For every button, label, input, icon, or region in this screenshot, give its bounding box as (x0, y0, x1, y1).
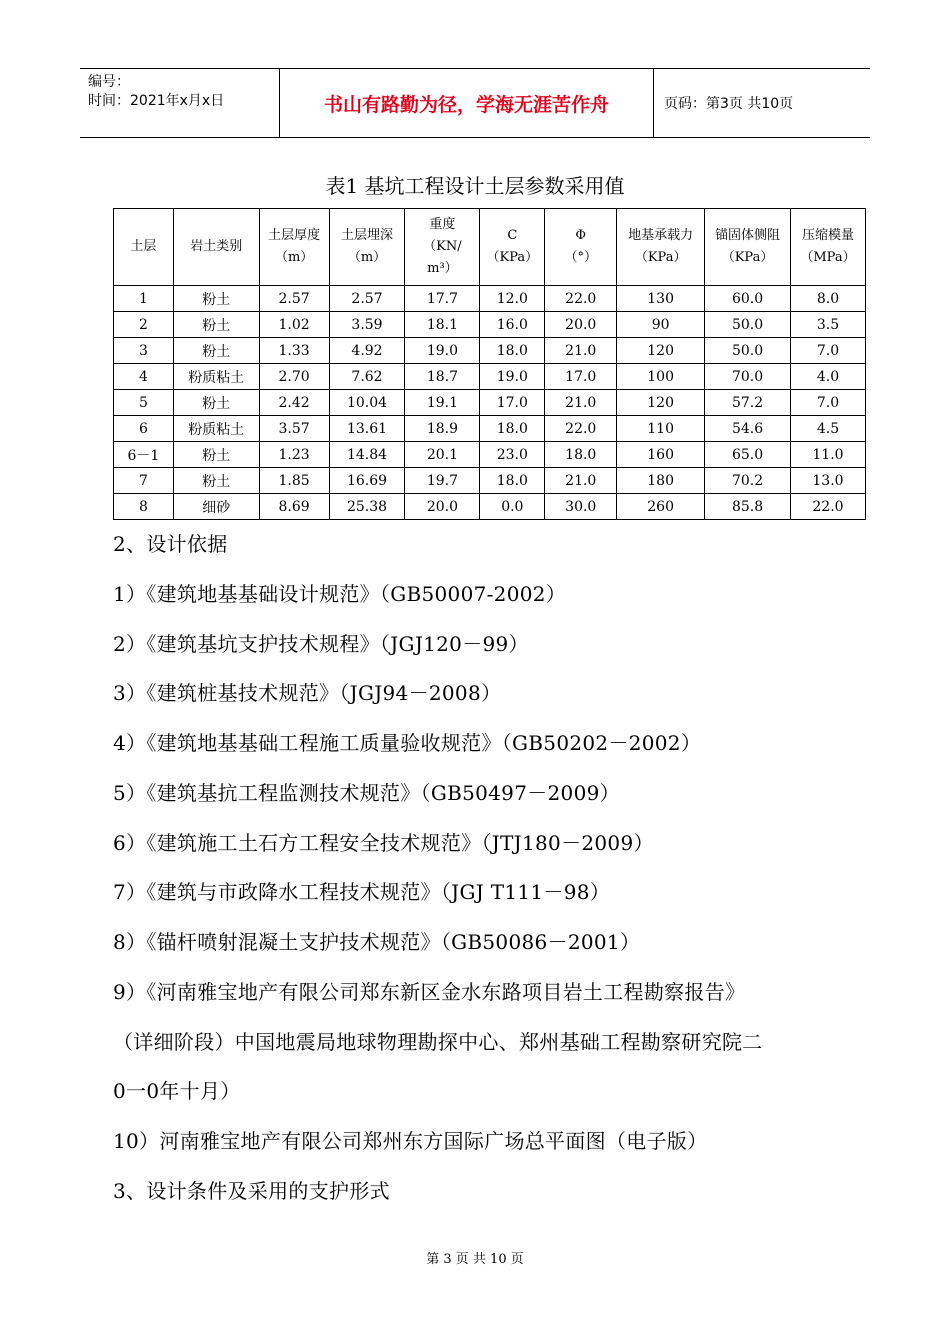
time-label: 时间：2021年x月x日 (88, 93, 225, 109)
table-cell: 7.0 (790, 390, 865, 416)
table-cell: 18.7 (405, 364, 480, 390)
table-cell: 85.8 (705, 494, 791, 520)
table-cell: 25.38 (329, 494, 405, 520)
column-header (705, 209, 791, 286)
table-cell: 17.0 (545, 364, 617, 390)
section-3-heading: 3、设计条件及采用的支护形式 (113, 1179, 390, 1203)
table-cell: 2.57 (329, 286, 405, 312)
table-row (114, 442, 866, 468)
reference-8: 8）《锚杆喷射混凝土支护技术规范》（GB50086－2001） (113, 930, 641, 954)
table-cell: 19.7 (405, 468, 480, 494)
reference-9-cont-1: （详细阶段）中国地震局地球物理勘探中心、郑州基础工程勘察研究院二 (113, 1030, 763, 1054)
table-cell: 粉质粘土 (173, 416, 259, 442)
table-cell: 2.57 (259, 286, 329, 312)
table-row (114, 286, 866, 312)
table-cell: 70.2 (705, 468, 791, 494)
table-cell: 4.92 (329, 338, 405, 364)
table-cell: 粉土 (173, 390, 259, 416)
table-row (114, 338, 866, 364)
table-row (114, 390, 866, 416)
table-header-row (114, 209, 866, 286)
column-header (617, 209, 705, 286)
column-header-line: 地基承载力 (628, 228, 694, 243)
table-body (114, 286, 866, 520)
table-cell: 1 (114, 286, 174, 312)
table-cell: 19.1 (405, 390, 480, 416)
table-cell: 180 (617, 468, 705, 494)
number-label: 编号： (88, 74, 130, 90)
table-cell: 57.2 (705, 390, 791, 416)
reference-9-cont-2: 0一0年十月） (113, 1079, 241, 1103)
table-cell: 22.0 (790, 494, 865, 520)
table-cell: 3.5 (790, 312, 865, 338)
table-cell: 8.0 (790, 286, 865, 312)
column-header-line: 土层 (130, 239, 157, 254)
table-cell: 16.69 (329, 468, 405, 494)
table-cell: 5 (114, 390, 174, 416)
table-cell: 19.0 (480, 364, 545, 390)
section-2-heading: 2、设计依据 (113, 532, 228, 556)
table-cell: 粉质粘土 (173, 364, 259, 390)
table-cell: 3.57 (259, 416, 329, 442)
table-cell: 6－1 (114, 442, 174, 468)
table-cell: 粉土 (173, 468, 259, 494)
column-header-line: （°） (564, 250, 597, 265)
page-footer: 第 3 页 共 10 页 (426, 1252, 524, 1267)
column-header-line: 岩土类别 (190, 239, 243, 254)
column-header (790, 209, 865, 286)
reference-1: 1）《建筑地基基础设计规范》（GB50007-2002） (113, 582, 567, 606)
reference-6: 6）《建筑施工土石方工程安全技术规范》（JTJ180－2009） (113, 831, 654, 855)
table-cell: 21.0 (545, 338, 617, 364)
table-cell: 粉土 (173, 442, 259, 468)
table-cell: 120 (617, 338, 705, 364)
column-header-line: （m） (347, 250, 387, 265)
table-cell: 2 (114, 312, 174, 338)
table-cell: 1.23 (259, 442, 329, 468)
table-cell: 7.0 (790, 338, 865, 364)
column-header (329, 209, 405, 286)
table-cell: 2.42 (259, 390, 329, 416)
table-cell: 8.69 (259, 494, 329, 520)
column-header (480, 209, 545, 286)
table-cell: 17.7 (405, 286, 480, 312)
table-cell: 20.0 (405, 494, 480, 520)
page-header (80, 68, 870, 138)
column-header-line: （MPa） (800, 250, 856, 265)
header-page-info: 页码：第3页 共10页 (664, 96, 794, 112)
table-cell: 130 (617, 286, 705, 312)
table-cell: 19.0 (405, 338, 480, 364)
table-cell: 13.61 (329, 416, 405, 442)
table-cell: 10.04 (329, 390, 405, 416)
table-cell: 110 (617, 416, 705, 442)
table-cell: 6 (114, 416, 174, 442)
table-cell: 1.85 (259, 468, 329, 494)
table-cell: 3.59 (329, 312, 405, 338)
header-meta (80, 69, 280, 137)
table-cell: 260 (617, 494, 705, 520)
column-header-line: 锚固体侧阻 (715, 228, 781, 243)
table-cell: 16.0 (480, 312, 545, 338)
table-cell: 70.0 (705, 364, 791, 390)
soil-parameter-table (113, 208, 866, 520)
column-header-line: （KPa） (634, 250, 687, 265)
table-cell: 粉土 (173, 312, 259, 338)
table-cell: 23.0 (480, 442, 545, 468)
table-cell: 65.0 (705, 442, 791, 468)
table-cell: 60.0 (705, 286, 791, 312)
column-header-line: m³） (427, 261, 458, 276)
column-header (545, 209, 617, 286)
table-cell: 18.0 (480, 338, 545, 364)
table-cell: 20.0 (545, 312, 617, 338)
reference-2: 2）《建筑基坑支护技术规程》（JGJ120－99） (113, 632, 529, 656)
column-header-line: C (507, 228, 518, 243)
table-title: 表1 基坑工程设计土层参数采用值 (325, 174, 625, 198)
table-cell: 18.0 (545, 442, 617, 468)
table-cell: 7.62 (329, 364, 405, 390)
reference-10: 10）河南雅宝地产有限公司郑州东方国际广场总平面图（电子版） (113, 1129, 708, 1153)
table-cell: 2.70 (259, 364, 329, 390)
column-header (405, 209, 480, 286)
table-cell: 30.0 (545, 494, 617, 520)
table-cell: 50.0 (705, 338, 791, 364)
table-cell: 1.02 (259, 312, 329, 338)
table-cell: 100 (617, 364, 705, 390)
column-header (173, 209, 259, 286)
table-cell: 3 (114, 338, 174, 364)
reference-5: 5）《建筑基抗工程监测技术规范》（GB50497－2009） (113, 781, 620, 805)
column-header (259, 209, 329, 286)
column-header-line: （KPa） (486, 250, 539, 265)
reference-7: 7）《建筑与市政降水工程技术规范》（JGJ T111－98） (113, 880, 611, 904)
column-header-line: （m） (274, 250, 314, 265)
column-header-line: （KN/ (423, 239, 462, 254)
table-row (114, 468, 866, 494)
reference-9: 9）《河南雅宝地产有限公司郑东新区金水东路项目岩土工程勘察报告》 (113, 980, 746, 1004)
table-cell: 13.0 (790, 468, 865, 494)
table-cell: 20.1 (405, 442, 480, 468)
table-cell: 22.0 (545, 416, 617, 442)
table-cell: 粉土 (173, 286, 259, 312)
table-cell: 4.5 (790, 416, 865, 442)
table-row (114, 416, 866, 442)
table-cell: 18.0 (480, 416, 545, 442)
table-cell: 18.1 (405, 312, 480, 338)
column-header-line: 重度 (429, 217, 456, 232)
table-cell: 160 (617, 442, 705, 468)
column-header-line: 压缩模量 (801, 228, 854, 243)
column-header (114, 209, 174, 286)
table-cell: 21.0 (545, 390, 617, 416)
header-motto: 书山有路勤为径，学海无涯苦作舟 (280, 69, 654, 137)
column-header-line: 土层埋深 (341, 228, 394, 243)
column-header-line: Φ (575, 228, 587, 243)
table-cell: 22.0 (545, 286, 617, 312)
table-cell: 17.0 (480, 390, 545, 416)
column-header-line: （KPa） (721, 250, 774, 265)
column-header-line: 土层厚度 (268, 228, 321, 243)
table-cell: 120 (617, 390, 705, 416)
table-cell: 11.0 (790, 442, 865, 468)
reference-3: 3）《建筑桩基技术规范》（JGJ94－2008） (113, 681, 502, 705)
table-cell: 8 (114, 494, 174, 520)
reference-4: 4）《建筑地基基础工程施工质量验收规范》（GB50202－2002） (113, 731, 702, 755)
table-cell: 0.0 (480, 494, 545, 520)
table-cell: 4 (114, 364, 174, 390)
table-cell: 18.9 (405, 416, 480, 442)
table-cell: 14.84 (329, 442, 405, 468)
table-cell: 50.0 (705, 312, 791, 338)
table-row (114, 364, 866, 390)
table-row (114, 312, 866, 338)
table-cell: 90 (617, 312, 705, 338)
table-cell: 细砂 (173, 494, 259, 520)
table-cell: 7 (114, 468, 174, 494)
table-row (114, 494, 866, 520)
table-cell: 12.0 (480, 286, 545, 312)
table-cell: 1.33 (259, 338, 329, 364)
table-cell: 54.6 (705, 416, 791, 442)
table-cell: 4.0 (790, 364, 865, 390)
table-cell: 粉土 (173, 338, 259, 364)
table-cell: 21.0 (545, 468, 617, 494)
table-cell: 18.0 (480, 468, 545, 494)
